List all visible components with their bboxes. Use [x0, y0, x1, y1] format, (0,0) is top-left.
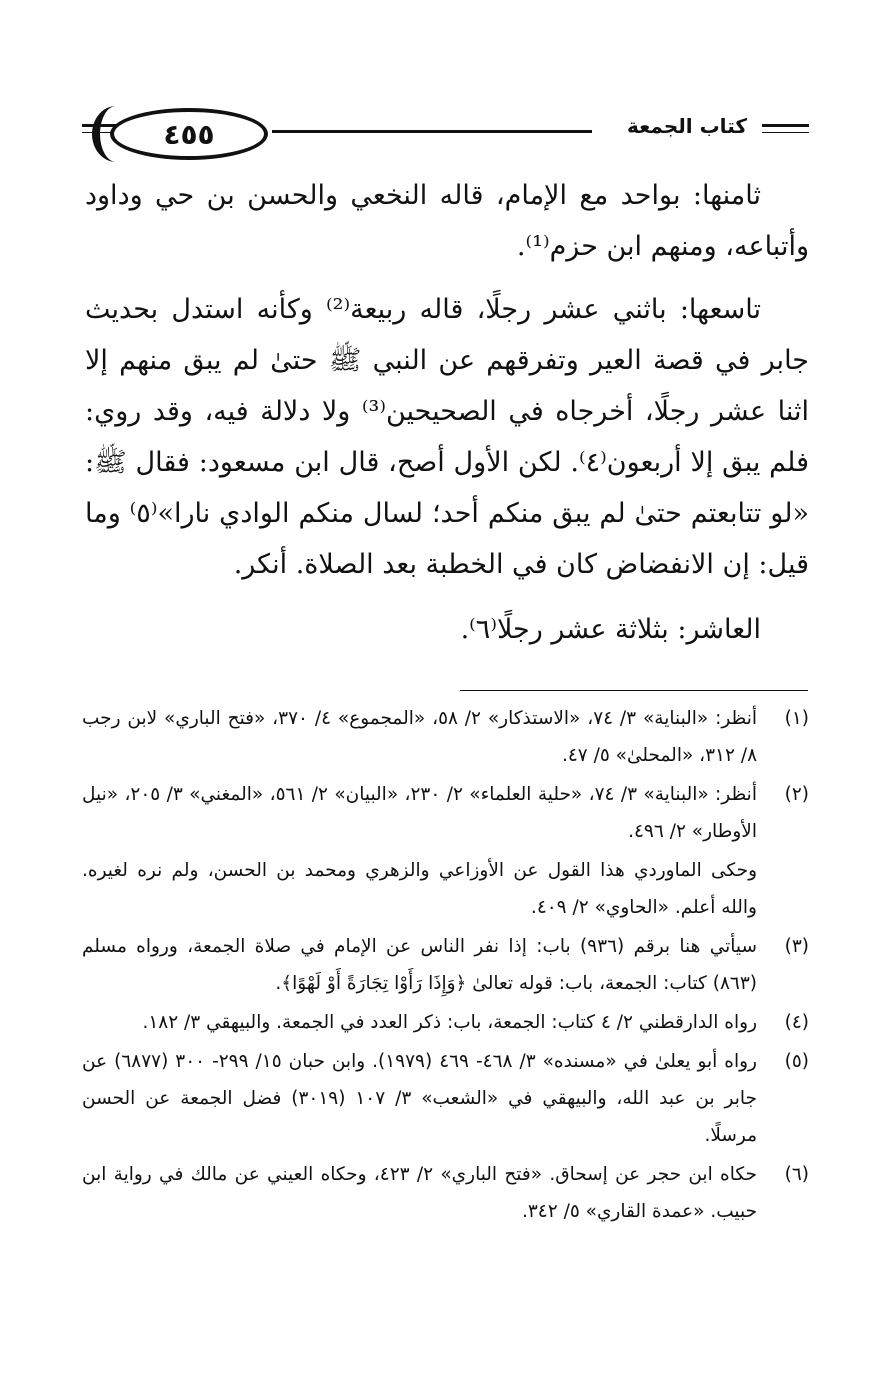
footnote-1: [82, 700, 809, 774]
header-rule-middle: [272, 130, 592, 133]
footnote-number: (٦): [784, 1164, 809, 1185]
footnote-text: رواه الدارقطني ٢/ ٤ كتاب: الجمعة، باب: ذكر العدد في الجمعة. والبيهقي ٣/ ١٨٢.: [142, 1012, 757, 1033]
paragraph-eighth: ثامنها: بواحد مع الإمام، قاله النخعي والحسن بن حي وداود وأتباعه، ومنهم ابن حزم⁽¹⁾.: [85, 180, 809, 262]
page-number-badge: [110, 108, 268, 160]
footnote-text: حكاه ابن حجر عن إسحاق. «فتح الباري» ٢/ ٤٢٣، وحكاه العيني عن مالك في رواية ابن حبيب. «عمدة القاري» ٥/ ٣٤٢.: [82, 1164, 757, 1222]
footnotes: [82, 700, 809, 1232]
footnote-2: [82, 776, 809, 850]
footnote-text: رواه أبو يعلىٰ في «مسنده» ٣/ ٤٦٨- ٤٦٩ (١٩٧٩). وابن حبان ١٥/ ٢٩٩- ٣٠٠ (٦٨٧٧) عن جابر بن عبد الله، والبيهقي في «الشعب» ٣/ ١٠٧ (٣٠١٩) فضل الجمعة عن الحسن مرسلًا.: [82, 1051, 757, 1146]
footnote-number: (٤): [784, 1012, 809, 1033]
footnote-6: [82, 1156, 809, 1230]
paragraph-tenth: العاشر: بثلاثة عشر رجلًا⁽٦⁾.: [460, 614, 761, 645]
running-title: كتاب الجمعة: [627, 114, 747, 138]
footnote-number: (١): [784, 708, 809, 729]
footnote-4: [82, 1004, 809, 1041]
footnote-5: [82, 1043, 809, 1154]
page-number: ٤٥٥: [163, 117, 215, 151]
footnote-separator: [460, 690, 808, 691]
footnote-2-continuation: وحكى الماوردي هذا القول عن الأوزاعي والزهري ومحمد بن الحسن، ولم نره لغيره. والله أعلم. «الحاوي» ٢/ ٤٠٩.: [82, 860, 757, 918]
main-text: [85, 170, 809, 667]
header-rule-right-thin: [762, 132, 809, 133]
footnote-3: [82, 928, 809, 1002]
footnote-text: أنظر: «البناية» ٣/ ٧٤، «حلية العلماء» ٢/ ٢٣٠، «البيان» ٢/ ٥٦١، «المغني» ٣/ ٢٠٥، «نيل الأوطار» ٢/ ٤٩٦.: [82, 784, 757, 842]
paragraph-ninth: تاسعها: باثني عشر رجلًا، قاله ربيعة⁽²⁾ وكأنه استدل بحديث جابر في قصة العير وتفرقهم عن النبي ﷺ حتىٰ لم يبق منهم إلا اثنا عشر رجلًا، أخرجاه في الصحيحين⁽³⁾ ولا دلالة فيه، وقد روي: فلم يبق إلا أربعون⁽٤⁾. لكن الأول أصح، قال ابن مسعود: فقال ﷺ: «لو تتابعتم حتىٰ لم يبق منكم أحد؛ لسال منكم الوادي نارا»⁽٥⁾ وما قيل: إن الانفضاض كان في الخطبة بعد الصلاة. أنكر.: [85, 294, 810, 580]
footnote-number: (٥): [784, 1051, 809, 1072]
footnote-text: أنظر: «البناية» ٣/ ٧٤، «الاستذكار» ٢/ ٥٨، «المجموع» ٤/ ٣٧٠، «فتح الباري» لابن رجب ٨/ ٣١٢، «المحلىٰ» ٥/ ٤٧.: [82, 708, 758, 766]
footnote-number: (٣): [784, 936, 809, 957]
header-rule-right: [762, 124, 809, 127]
footnote-text: سيأتي هنا برقم (٩٣٦) باب: إذا نفر الناس عن الإمام في صلاة الجمعة، ورواه مسلم (٨٦٣) كتاب: الجمعة، باب: قوله تعالىٰ ﴿وَإِذَا رَأَوْا تِجَارَةً أَوْ لَهْوًا﴾.: [82, 936, 757, 994]
page-header: [82, 100, 809, 160]
footnote-number: (٢): [784, 784, 809, 805]
